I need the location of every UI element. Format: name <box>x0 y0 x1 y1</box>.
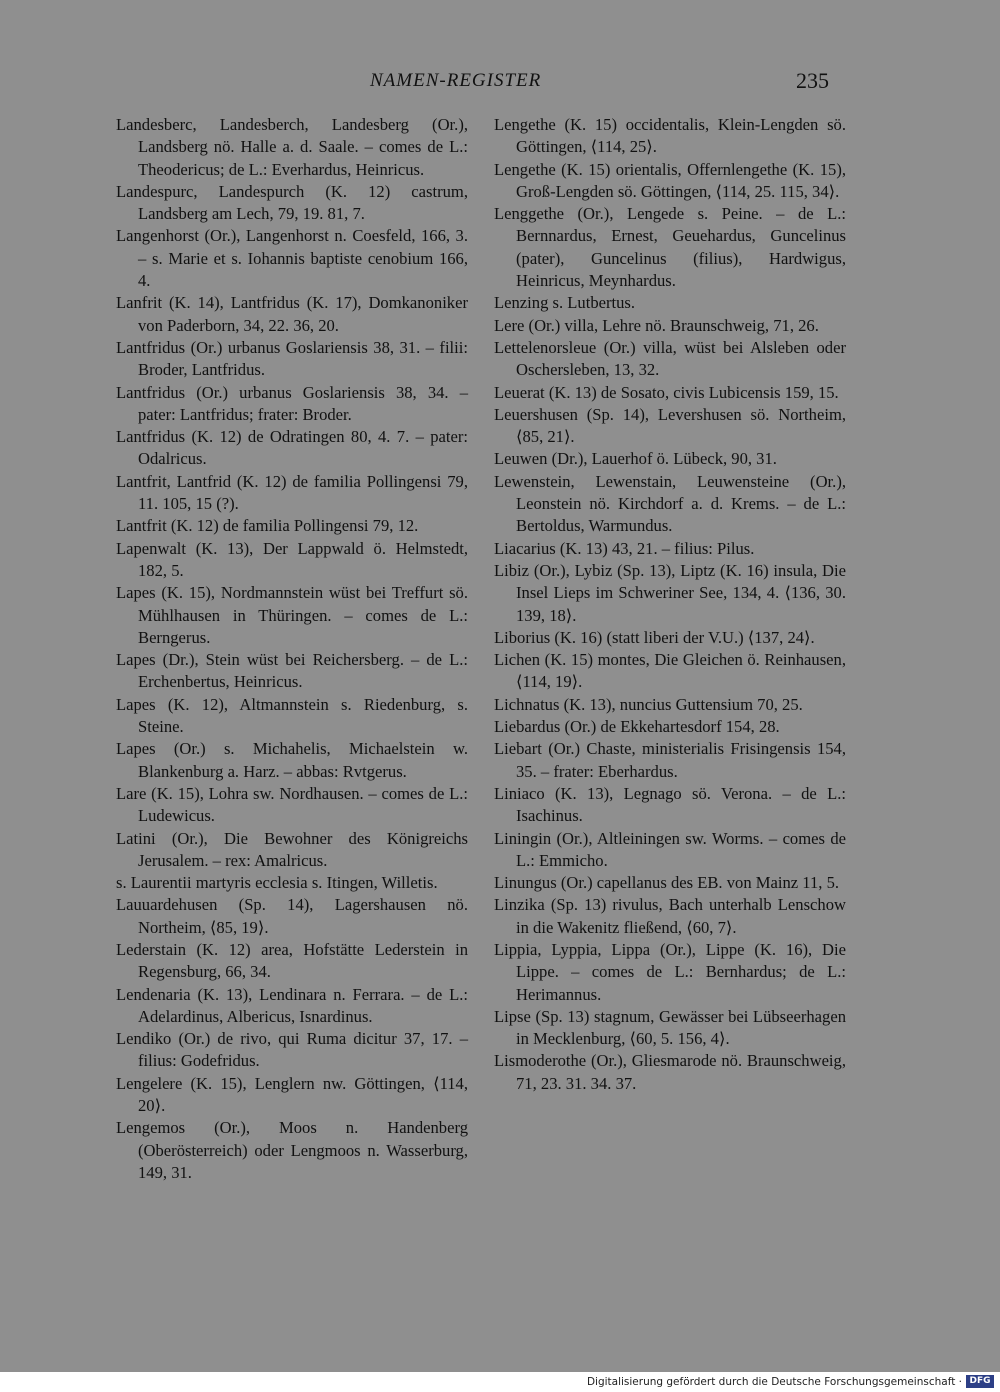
index-entry: Latini (Or.), Die Bewohner des Königreichs Jerusalem. – rex: Amalricus. <box>116 828 468 870</box>
index-entry: Leuerat (K. 13) de Sosato, civis Lubicensis 159, 15. <box>494 382 839 402</box>
index-entry: Lettelenorsleue (Or.) villa, wüst bei Alsleben oder Oschersleben, 13, 32. <box>494 337 846 380</box>
index-entry: Lippia, Lyppia, Lippa (Or.), Lippe (K. 16), Die Lippe. – comes de L.: Bernhardus; de L.: Herimannus. <box>494 939 846 1004</box>
index-entry: Lengethe (K. 15) orientalis, Offernlengethe (K. 15), Groß-Lengden sö. Göttingen, ⟨114, 25. 115, 34⟩. <box>494 159 846 201</box>
index-entry: Lengemos (Or.), Moos n. Handenberg (Oberösterreich) oder Lengmoos n. Wasserburg, 149, 31. <box>116 1118 468 1182</box>
index-entry: Libiz (Or.), Lybiz (Sp. 13), Liptz (K. 16) insula, Die Insel Lieps im Schweriner See, 134, 4. ⟨136, 30. 139, 18⟩. <box>494 560 846 625</box>
index-entry: Lenggethe (Or.), Lengede s. Peine. – de L.: Bernnardus, Ernest, Geuehardus, Guncelinus (pater), Guncelinus (filius), Hardwigus, Heinricus, Meynhardus. <box>494 204 846 291</box>
index-entry: Langenhorst (Or.), Langenhorst n. Coesfeld, 166, 3. – s. Marie et s. Iohannis baptiste cenobium 166, 4. <box>116 226 468 291</box>
index-entry: Lismoderothe (Or.), Gliesmarode nö. Braunschweig, 71, 23. 31. 34. 37. <box>494 1051 846 1093</box>
index-entry: Lantfrit (K. 12) de familia Pollingensi 79, 12. <box>116 516 419 536</box>
index-entry: Linzika (Sp. 13) rivulus, Bach unterhalb Lenschow in die Wakenitz fließend, ⟨60, 7⟩. <box>494 895 846 937</box>
index-entry: Lapes (K. 15), Nordmannstein wüst bei Treffurt sö. Mühlhausen in Thüringen. – comes de L.: Berngerus. <box>116 583 468 647</box>
index-entry: Liningin (Or.), Altleiningen sw. Worms. – comes de L.: Emmicho. <box>494 828 846 870</box>
index-entry: Lantfridus (Or.) urbanus Goslariensis 38, 31. – filii: Broder, Lantfridus. <box>116 337 468 380</box>
index-entry: Lipse (Sp. 13) stagnum, Gewässer bei Lübseerhagen in Mecklenburg, ⟨60, 5. 156, 4⟩. <box>494 1006 846 1049</box>
index-entry: Lauuardehusen (Sp. 14), Lagershausen nö. Northeim, ⟨85, 19⟩. <box>116 895 468 937</box>
page-header-title: NAMEN-REGISTER <box>370 70 542 91</box>
index-entry: Lapes (Or.) s. Michahelis, Michaelstein w. Blankenburg a. Harz. – abbas: Rvtgerus. <box>116 739 468 781</box>
index-entry: Lapes (Dr.), Stein wüst bei Reichersberg. – de L.: Erchenbertus, Heinricus. <box>116 650 468 692</box>
index-entry: Lengethe (K. 15) occidentalis, Klein-Lengden sö. Göttingen, ⟨114, 25⟩. <box>494 115 846 157</box>
index-entry: Lapes (K. 12), Altmannstein s. Riedenburg, s. Steine. <box>116 694 468 737</box>
index-entry: Lendiko (Or.) de rivo, qui Ruma dicitur 37, 17. – filius: Godefridus. <box>116 1029 468 1071</box>
index-entry: Lengelere (K. 15), Lenglern nw. Göttingen, ⟨114, 20⟩. <box>116 1073 468 1116</box>
index-entry: Leuershusen (Sp. 14), Levershusen sö. Northeim, ⟨85, 21⟩. <box>494 404 846 447</box>
index-column-right <box>494 114 846 1095</box>
index-entry: Liebardus (Or.) de Ekkehartesdorf 154, 28. <box>494 717 780 737</box>
index-entry: Leuwen (Dr.), Lauerhof ö. Lübeck, 90, 31. <box>494 449 777 469</box>
index-entry: Lewenstein, Lewenstain, Leuwensteine (Or.), Leonstein nö. Kirchdorf a. d. Krems. – de L.: Bertoldus, Warmundus. <box>494 471 846 536</box>
index-entry: Lantfrit, Lantfrid (K. 12) de familia Pollingensi 79, 11. 105, 15 (?). <box>116 471 468 514</box>
index-entry: Liniaco (K. 13), Legnago sö. Verona. – de L.: Isachinus. <box>494 783 846 826</box>
dfg-logo: DFG <box>966 1375 994 1388</box>
index-entry: Lichnatus (K. 13), nuncius Guttensium 70, 25. <box>494 694 803 714</box>
index-entry: Landespurc, Landespurch (K. 12) castrum, Landsberg am Lech, 79, 19. 81, 7. <box>116 181 468 224</box>
index-column-left <box>116 114 468 1184</box>
page-number: 235 <box>796 68 829 93</box>
index-entry: Lantfridus (Or.) urbanus Goslariensis 38, 34. – pater: Lantfridus; frater: Broder. <box>116 382 468 424</box>
index-entry: Liacarius (K. 13) 43, 21. – filius: Pilus. <box>494 538 755 558</box>
index-entry: Linungus (Or.) capellanus des EB. von Mainz 11, 5. <box>494 873 840 893</box>
index-entry: Lare (K. 15), Lohra sw. Nordhausen. – comes de L.: Ludewicus. <box>116 783 468 826</box>
index-entry: s. Laurentii martyris ecclesia s. Itingen, Willetis. <box>116 873 438 893</box>
index-entry: Lapenwalt (K. 13), Der Lappwald ö. Helmstedt, 182, 5. <box>116 538 468 580</box>
index-entry: Lenzing s. Lutbertus. <box>494 293 636 313</box>
index-entry: Lantfridus (K. 12) de Odratingen 80, 4. 7. – pater: Odalricus. <box>116 427 468 469</box>
index-entry: Lichen (K. 15) montes, Die Gleichen ö. Reinhausen, ⟨114, 19⟩. <box>494 650 846 692</box>
index-entry: Lere (Or.) villa, Lehre nö. Braunschweig, 71, 26. <box>494 315 819 335</box>
index-entry: Lanfrit (K. 14), Lantfridus (K. 17), Domkanoniker von Paderborn, 34, 22. 36, 20. <box>116 293 468 335</box>
index-entry: Liebart (Or.) Chaste, ministerialis Frisingensis 154, 35. – frater: Eberhardus. <box>494 739 846 781</box>
index-entry: Landesberc, Landesberch, Landesberg (Or.), Landsberg nö. Halle a. d. Saale. – comes de L.: Theodericus; de L.: Everhardus, Heinricus. <box>116 115 468 179</box>
index-entry: Lederstain (K. 12) area, Hofstätte Lederstein in Regensburg, 66, 34. <box>116 939 468 982</box>
index-entry: Liborius (K. 16) (statt liberi der V.U.) ⟨137, 24⟩. <box>494 627 815 647</box>
index-entry: Lendenaria (K. 13), Lendinara n. Ferrara. – de L.: Adelardinus, Albericus, Isnardinus. <box>116 984 468 1026</box>
footer-credit: Digitalisierung gefördert durch die Deutsche Forschungsgemeinschaft · <box>586 1376 962 1388</box>
